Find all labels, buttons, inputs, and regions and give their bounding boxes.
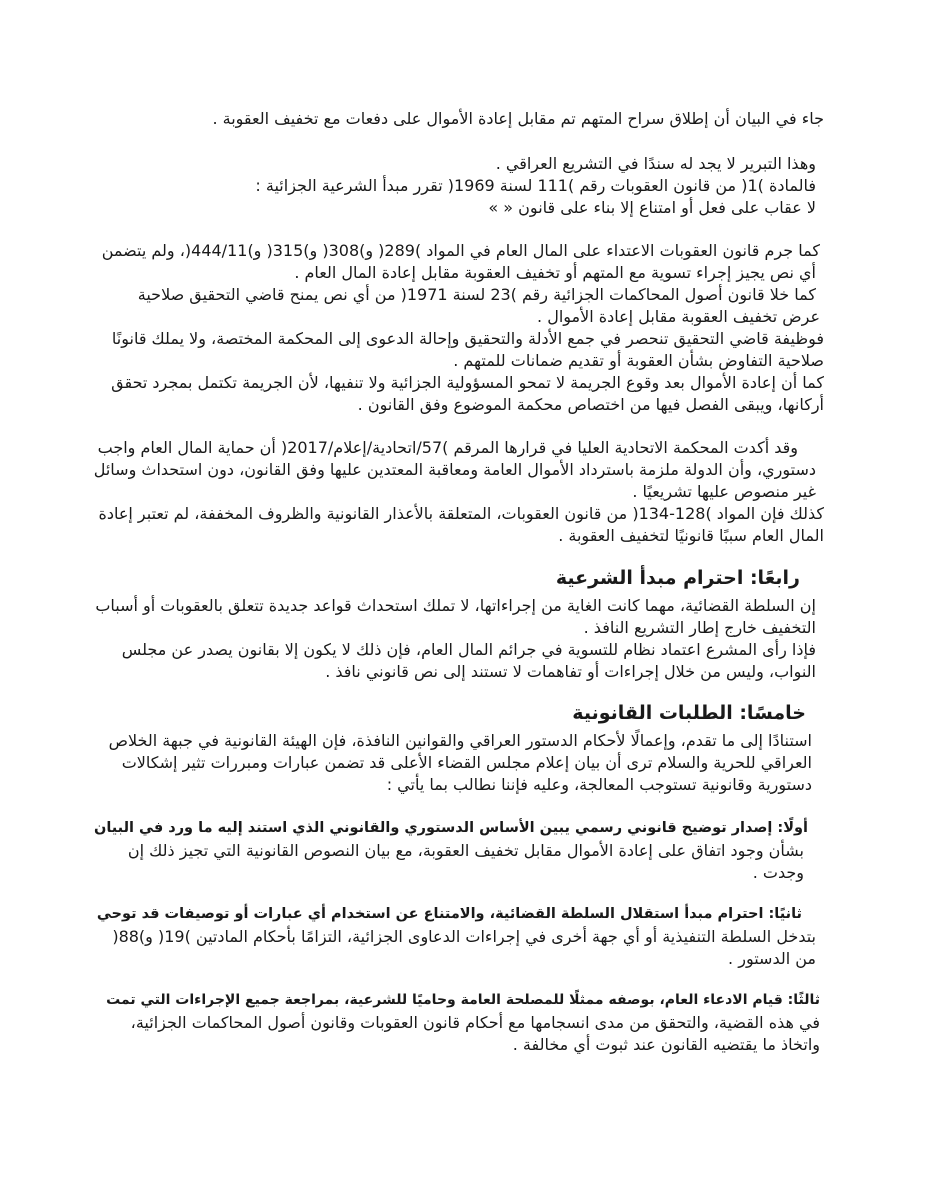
- request-heading: أولًا: إصدار توضيح قانوني رسمي يبين الأساس الدستوري والقانوني الذي استند إليه ما ورد في البيان: [93, 820, 808, 836]
- paragraph-line: كما خلا قانون أصول المحاكمات الجزائية رقم )23 لسنة 1971( من أي نص يمنح قاضي التحقيق صلاحية: [137, 285, 816, 304]
- paragraph-line: أي نص يجيز إجراء تسوية مع المتهم أو تخفيف العقوبة مقابل إعادة المال العام .: [294, 263, 816, 282]
- paragraph-line: صلاحية التفاوض بشأن العقوبة أو تقديم ضمانات للمتهم .: [453, 351, 824, 370]
- request-heading: ثانيًا: احترام مبدأ استقلال السلطة القضائية، والامتناع عن استخدام أي عبارات أو توصيفات قد توحي: [96, 906, 802, 922]
- paragraph-line: بتدخل السلطة التنفيذية أو أي جهة أخرى في إجراءات الدعاوى الجزائية، التزامًا بأحكام المادتين )19( و)88(: [112, 927, 816, 946]
- paragraph-line: واتخاذ ما يقتضيه القانون عند ثبوت أي مخالفة .: [512, 1035, 820, 1054]
- paragraph-line: عرض تخفيف العقوبة مقابل إعادة الأموال .: [537, 307, 820, 326]
- paragraph-line: فوظيفة قاضي التحقيق تنحصر في جمع الأدلة والتحقيق وإحالة الدعوى إلى المحكمة المختصة، ولا يملك قانونًا: [111, 329, 824, 348]
- paragraph-line: فالمادة )1( من قانون العقوبات رقم )111 لسنة 1969( تقرر مبدأ الشرعية الجزائية :: [255, 176, 816, 195]
- paragraph-line: استنادًا إلى ما تقدم، وإعمالًا لأحكام الدستور العراقي والقوانين النافذة، فإن الهيئة القانونية في جبهة الخلاص: [108, 731, 812, 750]
- paragraph-line: كذلك فإن المواد )128-134( من قانون العقوبات، المتعلقة بالأعذار القانونية والظروف المخففة، لم تعتبر إعادة: [98, 504, 824, 523]
- paragraph-line: العراقي للحرية والسلام ترى أن بيان إعلام مجلس القضاء الأعلى قد تضمن عبارات ومبررات تثير إشكالات: [121, 753, 812, 772]
- paragraph-line: في هذه القضية، والتحقق من مدى انسجامها مع أحكام قانون العقوبات وقانون أصول المحاكمات الجزائية،: [130, 1013, 820, 1032]
- paragraph-line: أركانها، ويبقى الفصل فيها من اختصاص محكمة الموضوع وفق القانون .: [357, 395, 824, 414]
- section-heading: خامسًا: الطلبات القانونية: [572, 702, 806, 724]
- request-heading: ثالثًا: قيام الادعاء العام، بوصفه ممثلًا للمصلحة العامة وحاميًا للشرعية، بمراجعة جميع الإجراءات التي تمت: [106, 992, 820, 1008]
- paragraph-line: كما جرم قانون العقوبات الاعتداء على المال العام في المواد )289( و)308( و)315( و)444/11(، ولم يتضمن: [101, 241, 820, 260]
- paragraph-line: النواب، وليس من خلال إجراءات أو تفاهمات لا تستند إلى نص قانوني نافذ .: [325, 662, 816, 681]
- paragraph-line: من الدستور .: [728, 949, 816, 968]
- paragraph-line: إن السلطة القضائية، مهما كانت الغاية من إجراءاتها، لا تملك استحداث قواعد جديدة تتعلق بالعقوبات أو أسباب: [95, 596, 816, 615]
- paragraph-line: لا عقاب على فعل أو امتناع إلا بناء على قانون « »: [488, 198, 816, 217]
- paragraph-line: دستورية وقانونية تستوجب المعالجة، وعليه فإننا نطالب بما يأتي :: [386, 775, 812, 794]
- paragraph-line: بشأن وجود اتفاق على إعادة الأموال مقابل تخفيف العقوبة، مع بيان النصوص القانونية التي تجيز ذلك إن: [127, 841, 804, 860]
- paragraph-line: وقد أكدت المحكمة الاتحادية العليا في قرارها المرقم )57/اتحادية/إعلام/2017( أن حماية المال العام واجب: [97, 438, 798, 457]
- paragraph-line: كما أن إعادة الأموال بعد وقوع الجريمة لا تمحو المسؤولية الجزائية ولا تنفيها، لأن الجريمة تكتمل بمجرد تحقق: [111, 373, 824, 392]
- section-heading: رابعًا: احترام مبدأ الشرعية: [555, 567, 800, 589]
- paragraph-line: وهذا التبرير لا يجد له سندًا في التشريع العراقي .: [495, 154, 816, 173]
- intro-statement: جاء في البيان أن إطلاق سراح المتهم تم مقابل إعادة الأموال على دفعات مع تخفيف العقوبة .: [212, 109, 824, 128]
- paragraph-line: وجدت .: [752, 863, 804, 882]
- paragraph-line: دستوري، وأن الدولة ملزمة باسترداد الأموال العامة ومعاقبة المعتدين عليها وفق القانون، دون استحداث وسائل: [93, 460, 816, 479]
- paragraph-line: المال العام سببًا قانونيًا لتخفيف العقوبة .: [558, 526, 824, 545]
- paragraph-line: فإذا رأى المشرع اعتماد نظام للتسوية في جرائم المال العام، فإن ذلك لا يكون إلا بقانون يصدر عن مجلس: [121, 640, 816, 659]
- paragraph-line: التخفيف خارج إطار التشريع النافذ .: [583, 618, 816, 637]
- paragraph-line: غير منصوص عليها تشريعيًا .: [632, 482, 816, 501]
